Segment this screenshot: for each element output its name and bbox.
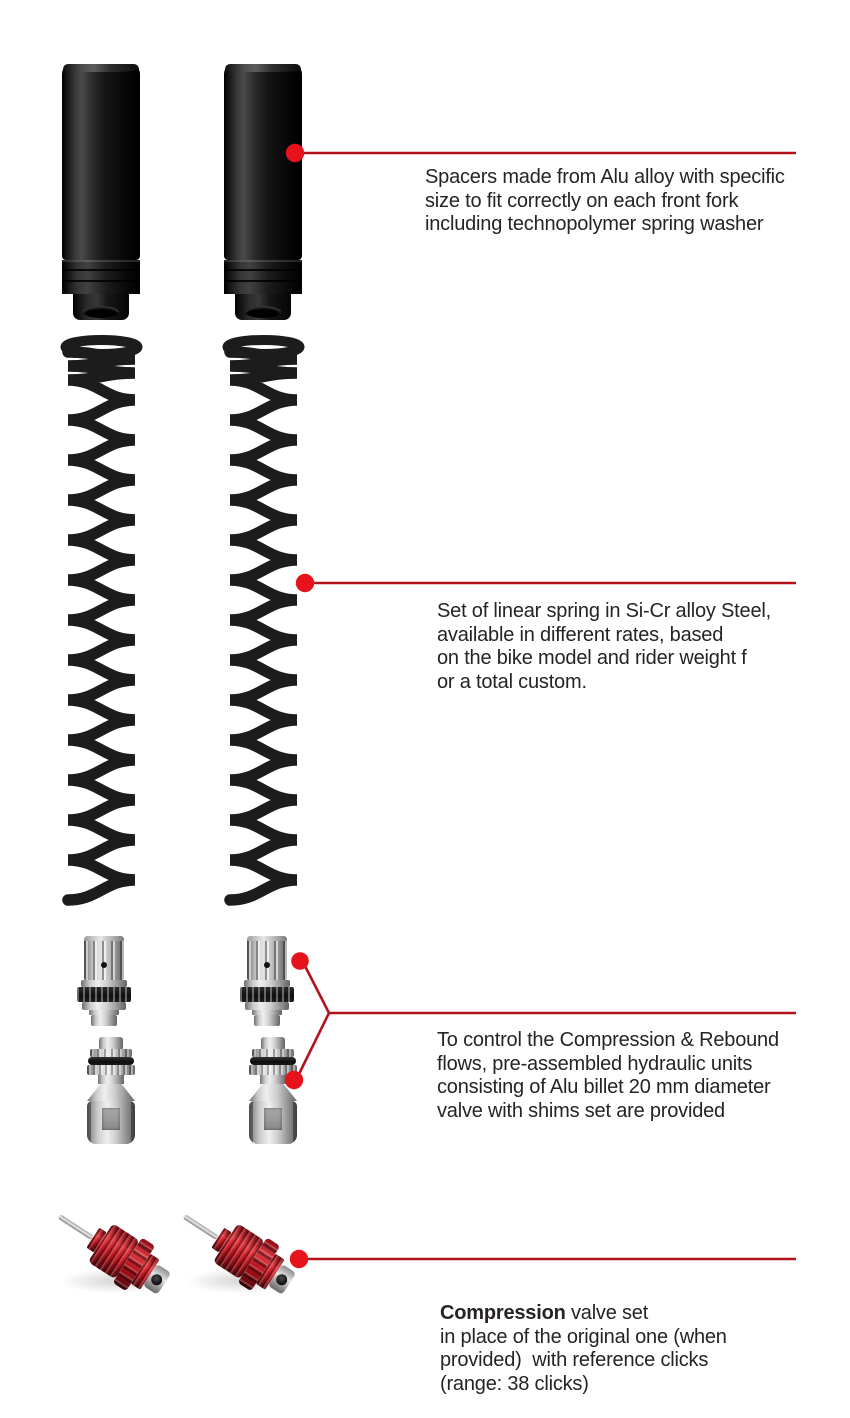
spring-right xyxy=(230,352,297,900)
unit-washer xyxy=(90,1049,132,1057)
rebound-valve-right xyxy=(239,936,295,1026)
valve-cap xyxy=(84,936,124,980)
annotation-line xyxy=(440,1302,727,1326)
valve-washer xyxy=(244,980,290,987)
annotation-line: or a total custom. xyxy=(437,670,587,693)
valve-washer xyxy=(245,1002,289,1010)
valve-nut xyxy=(91,1015,117,1026)
annotation-bold-word: Compression xyxy=(440,1302,566,1324)
adjuster-needle xyxy=(183,1214,219,1240)
annotation-line: size to fit correctly on each front fork xyxy=(425,189,739,212)
annotation-compression-text xyxy=(440,1302,727,1396)
unit-bell xyxy=(87,1084,135,1101)
annotation-line: including technopolymer spring washer xyxy=(425,213,764,235)
annotation-line: flows, pre-assembled hydraulic units xyxy=(437,1052,753,1075)
unit-washer xyxy=(252,1049,294,1057)
rebound-valve-left xyxy=(76,936,132,1026)
spring-left-top-coil xyxy=(66,340,138,354)
annotation-line: Set of linear spring in Si-Cr alloy Steel, xyxy=(437,600,771,622)
valve-washer xyxy=(82,1002,126,1010)
unit-body xyxy=(87,1101,135,1144)
unit-knurl-disc xyxy=(87,1065,135,1075)
annotation-springs-text xyxy=(437,600,771,694)
annotation-hydraulics-text xyxy=(437,1029,779,1123)
spacer-collar xyxy=(224,260,302,294)
compression-unit-left xyxy=(83,1037,139,1144)
spacer-body xyxy=(62,64,140,260)
valve-knurl-band xyxy=(77,987,131,1002)
valve-washer xyxy=(81,980,127,987)
spacer-collar xyxy=(62,260,140,294)
unit-neck xyxy=(260,1075,286,1084)
spacer-body xyxy=(224,64,302,260)
unit-bell xyxy=(249,1084,297,1101)
unit-knurl-disc xyxy=(249,1065,297,1075)
annotation-lead-rest: valve set xyxy=(565,1302,649,1324)
spacer-left xyxy=(62,64,140,320)
spring-left xyxy=(68,352,135,900)
annotation-line: in place of the original one (when xyxy=(440,1325,727,1348)
annotation-line: Spacers made from Alu alloy with specific xyxy=(425,166,785,188)
spacer-right xyxy=(224,64,302,320)
bleed-hole xyxy=(101,962,107,968)
annotation-line: consisting of Alu billet 20 mm diameter xyxy=(437,1076,771,1098)
unit-cap xyxy=(261,1037,285,1049)
compression-adjuster-right xyxy=(167,1189,319,1319)
unit-neck xyxy=(98,1075,124,1084)
unit-body xyxy=(249,1101,297,1144)
compression-unit-right xyxy=(245,1037,301,1144)
annotation-line: provided) with reference clicks xyxy=(440,1349,709,1371)
unit-oring xyxy=(88,1057,134,1065)
valve-cap xyxy=(247,936,287,980)
compression-adjuster-left xyxy=(42,1189,194,1319)
annotation-line: To control the Compression & Rebound xyxy=(437,1029,779,1051)
unit-oring xyxy=(250,1057,296,1065)
annotation-line: on the bike model and rider weight f xyxy=(437,647,747,669)
annotation-line: valve with shims set are provided xyxy=(437,1099,725,1122)
annotation-line: available in different rates, based xyxy=(437,623,724,646)
bleed-hole xyxy=(264,962,270,968)
valve-nut xyxy=(254,1015,280,1026)
spring-right-top-coil xyxy=(228,340,300,354)
annotation-spacers-text xyxy=(425,166,785,237)
callout-dot-springs xyxy=(296,574,314,592)
spacer-neck xyxy=(73,294,129,320)
unit-cap xyxy=(99,1037,123,1049)
annotation-line: (range: 38 clicks) xyxy=(440,1372,589,1395)
valve-knurl-band xyxy=(240,987,294,1002)
adjuster-needle xyxy=(58,1214,94,1240)
spacer-neck xyxy=(235,294,291,320)
